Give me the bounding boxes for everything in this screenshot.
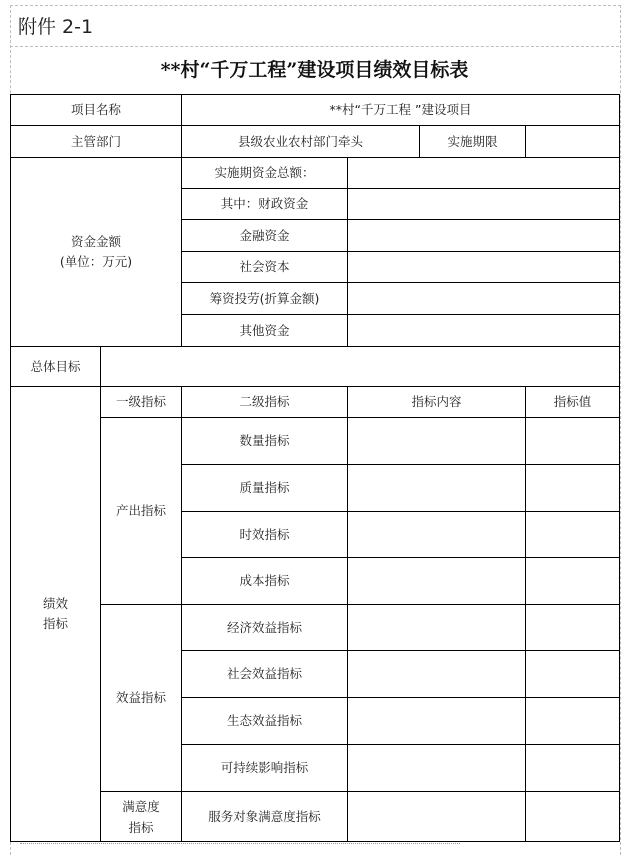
project-name-label: 项目名称: [10, 94, 182, 126]
funds-label: [10, 157, 182, 347]
header-value: 指标值: [525, 386, 620, 418]
output-value-quantity: [525, 417, 620, 465]
output-item-cost: 成本指标: [181, 557, 348, 605]
output-content-quality: [347, 464, 526, 512]
header-content: 指标内容: [347, 386, 526, 418]
funds-value-other: [347, 314, 620, 347]
benefit-content-ecological: [347, 697, 526, 745]
benefit-indicator-label: 效益指标: [100, 604, 182, 792]
performance-label-line2: 指标: [42, 616, 68, 631]
project-name-value: **村“千万工程 ”建设项目: [181, 94, 620, 126]
overall-goal-label: 总体目标: [10, 346, 101, 387]
satisfaction-item-service: 服务对象满意度指标: [181, 791, 348, 842]
satisfaction-value-service: [525, 791, 620, 842]
funds-item-other: 其他资金: [181, 314, 348, 347]
performance-label-line1: 绩效: [42, 596, 68, 611]
funds-item-finance: 金融资金: [181, 219, 348, 252]
benefit-value-sustainable: [525, 744, 620, 792]
funds-item-social: 社会资本: [181, 251, 348, 283]
page-title: **村“千万工程”建设项目绩效目标表: [160, 59, 469, 81]
period-value: [525, 125, 620, 158]
header-level1: 一级指标: [100, 386, 182, 418]
output-content-timeliness: [347, 511, 526, 558]
overall-goal-value: [100, 346, 620, 387]
benefit-item-economic: 经济效益指标: [181, 604, 348, 651]
funds-value-fiscal: [347, 188, 620, 220]
funds-label-line1: 资金金额: [70, 234, 121, 249]
satisfaction-indicator-label: [100, 791, 182, 842]
output-value-quality: [525, 464, 620, 512]
benefit-value-economic: [525, 604, 620, 651]
satisfaction-label-line1: 满意度: [122, 798, 160, 814]
cut-off-footnote: [20, 843, 460, 847]
output-content-cost: [347, 557, 526, 605]
benefit-item-ecological: 生态效益指标: [181, 697, 348, 745]
performance-label: [10, 386, 101, 842]
output-item-quality: 质量指标: [181, 464, 348, 512]
satisfaction-label-line2: 指标: [128, 819, 154, 835]
annex-label: 附件 2-1: [18, 16, 94, 38]
department-value: 县级农业农村部门牵头: [181, 125, 420, 158]
output-item-timeliness: 时效指标: [181, 511, 348, 558]
output-content-quantity: [347, 417, 526, 465]
funds-label-line2: (单位：万元): [59, 254, 133, 269]
funds-value-labor: [347, 282, 620, 315]
benefit-value-social: [525, 650, 620, 698]
benefit-value-ecological: [525, 697, 620, 745]
benefit-content-sustainable: [347, 744, 526, 792]
output-value-cost: [525, 557, 620, 605]
department-label: 主管部门: [10, 125, 182, 158]
benefit-item-sustainable: 可持续影响指标: [181, 744, 348, 792]
funds-item-fiscal: 其中：财政资金: [181, 188, 348, 220]
header-level2: 二级指标: [181, 386, 348, 418]
benefit-item-social: 社会效益指标: [181, 650, 348, 698]
funds-value-social: [347, 251, 620, 283]
benefit-content-social: [347, 650, 526, 698]
funds-value-finance: [347, 219, 620, 252]
period-label: 实施期限: [419, 125, 526, 158]
funds-item-labor: 筹资投劳(折算金额): [181, 282, 348, 315]
annex-divider: [10, 46, 619, 47]
funds-item-total: 实施期资金总额：: [181, 157, 348, 189]
funds-value-total: [347, 157, 620, 189]
output-item-quantity: 数量指标: [181, 417, 348, 465]
output-value-timeliness: [525, 511, 620, 558]
output-indicator-label: 产出指标: [100, 417, 182, 605]
benefit-content-economic: [347, 604, 526, 651]
satisfaction-content-service: [347, 791, 526, 842]
